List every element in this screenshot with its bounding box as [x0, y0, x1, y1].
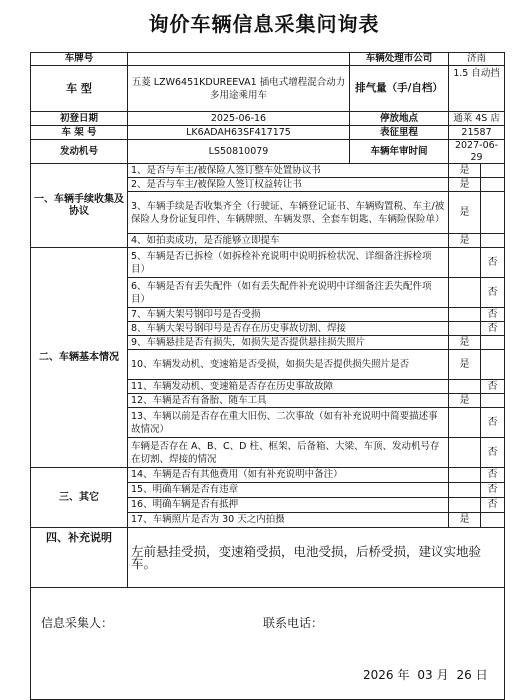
frame-number-value: LK6ADAH63SF417175 — [128, 126, 350, 140]
question-row: 5、车辆是否已拆检（如拆检补充说明中说明拆检状况、详细备注拆检项目） — [128, 248, 449, 278]
question-row: 9、车辆悬挂是否有损失，如损失是否提供悬挂损失照片 — [128, 336, 449, 350]
answer-no: 否 — [481, 468, 505, 483]
answer-yes — [449, 278, 481, 308]
answer-yes: 是 — [449, 234, 481, 248]
form-title: 询价车辆信息采集问询表 — [148, 12, 380, 36]
question-row: 3、车辆手续是否收集齐全（行驶证、车辆登记证书、车辆购置税、车主/被保险人身份证复印件、车辆牌照、车辆发票、全套车钥匙、车辆险保险单） — [128, 192, 449, 234]
answer-no: 否 — [481, 278, 505, 308]
answer-no: 否 — [481, 248, 505, 278]
date-day: 26 — [456, 668, 472, 682]
city-value: 济南 — [449, 53, 505, 66]
answer-yes — [449, 322, 481, 336]
section-documents-label: 一、车辆手续收集及协议 — [31, 164, 128, 248]
engine-number-label: 发动机号 — [31, 140, 128, 164]
date-day-unit: 日 — [475, 668, 488, 682]
answer-no — [481, 192, 505, 234]
question-row: 10、车辆发动机、变速箱是否受损，如损失是否提供损失照片是否 — [128, 350, 449, 380]
inquiry-form-table — [30, 52, 505, 700]
question-row: 13、车辆以前是否存在重大旧伤、二次事故（如有补充说明中简要描述事故情况） — [128, 408, 449, 438]
displacement-label: 排气量（手/自档） — [350, 66, 449, 112]
answer-no: 否 — [481, 308, 505, 322]
answer-no: 否 — [481, 438, 505, 468]
answer-yes: 是 — [449, 164, 481, 178]
inspection-label: 车辆年审时间 — [350, 140, 449, 164]
answer-yes: 是 — [449, 178, 481, 192]
question-row: 8、车辆大架号钢印号是否存在历史事故切割、焊接 — [128, 322, 449, 336]
question-row: 15、明确车辆是否有违章 — [128, 483, 449, 498]
sign-date — [361, 670, 490, 682]
section-remark-label: 四、补充说明 — [31, 528, 128, 588]
answer-yes — [449, 308, 481, 322]
date-year: 2026 — [363, 668, 394, 682]
answer-yes: 是 — [449, 350, 481, 380]
answer-yes: 是 — [449, 192, 481, 234]
section-other-label: 三、其它 — [31, 468, 128, 528]
answer-no — [481, 164, 505, 178]
reg-date-label: 初登日期 — [31, 112, 128, 126]
remark-text: 左前悬挂受损，变速箱受损，电池受损，后桥受损，建议实地验车。 — [128, 528, 505, 588]
answer-no — [481, 234, 505, 248]
model-value: 五菱 LZW6451KDUREEVA1 插电式增程混合动力多用途乘用车 — [128, 66, 350, 112]
date-month: 03 — [417, 668, 433, 682]
answer-yes — [449, 380, 481, 394]
answer-yes — [449, 408, 481, 438]
answer-no — [481, 350, 505, 380]
question-row: 7、车辆大架号钢印号是否受损 — [128, 308, 449, 322]
answer-yes — [449, 438, 481, 468]
frame-number-label: 车 架 号 — [31, 126, 128, 140]
question-row: 4、如拍卖成功，是否能够立即提车 — [128, 234, 449, 248]
answer-no — [481, 178, 505, 192]
answer-yes: 是 — [449, 513, 481, 528]
answer-no: 否 — [481, 322, 505, 336]
phone-label: 联系电话： — [263, 616, 324, 630]
answer-no: 否 — [481, 408, 505, 438]
answer-no — [481, 513, 505, 528]
model-label: 车 型 — [31, 66, 128, 112]
question-row: 16、明确车辆是否有抵押 — [128, 498, 449, 513]
date-year-unit: 年 — [397, 668, 410, 682]
answer-yes — [449, 498, 481, 513]
answer-no: 否 — [481, 483, 505, 498]
collector-label: 信息采集人： — [41, 616, 114, 630]
city-label: 车辆处理市公司 — [350, 53, 449, 66]
question-row: 6、车辆是否有丢失配件（如有丢失配件补充说明中详细备注丢失配件项目） — [128, 278, 449, 308]
answer-no — [481, 394, 505, 408]
question-row: 1、是否与车主/被保险人签订整车处置协议书 — [128, 164, 449, 178]
engine-number-value: LS50810079 — [128, 140, 350, 164]
plate-value — [128, 53, 350, 66]
location-label: 停放地点 — [350, 112, 449, 126]
reg-date-value: 2025-06-16 — [128, 112, 350, 126]
answer-no — [481, 336, 505, 350]
mileage-value: 21587 — [449, 126, 505, 140]
question-row: 17、车辆照片是否为 30 天之内拍摄 — [128, 513, 449, 528]
question-row: 11、车辆发动机、变速箱是否存在历史事故故障 — [128, 380, 449, 394]
section-basic-label: 二、车辆基本情况 — [31, 248, 128, 468]
answer-yes: 是 — [449, 394, 481, 408]
question-row: 2、是否与车主/被保险人签订权益转让书 — [128, 178, 449, 192]
signature-area — [31, 588, 505, 700]
question-row: 车辆是否存在 A、B、C、D 柱、框架、后备箱、大梁、车顶、发动机号存在切割、焊接的情况 — [128, 438, 449, 468]
plate-label: 车牌号 — [31, 53, 128, 66]
mileage-label: 表征里程 — [350, 126, 449, 140]
location-value: 通莱 4S 店 — [449, 112, 505, 126]
answer-yes — [449, 468, 481, 483]
answer-yes — [449, 248, 481, 278]
answer-no: 否 — [481, 380, 505, 394]
inspection-value: 2027-06-29 — [449, 140, 505, 164]
question-row: 14、车辆是否有其他费用（如有补充说明中备注） — [128, 468, 449, 483]
question-row: 12、车辆是否有备胎、随车工具 — [128, 394, 449, 408]
displacement-value: 1.5 自动挡 — [449, 66, 505, 112]
answer-no: 否 — [481, 498, 505, 513]
answer-yes: 是 — [449, 336, 481, 350]
date-month-unit: 月 — [436, 668, 449, 682]
answer-yes — [449, 483, 481, 498]
